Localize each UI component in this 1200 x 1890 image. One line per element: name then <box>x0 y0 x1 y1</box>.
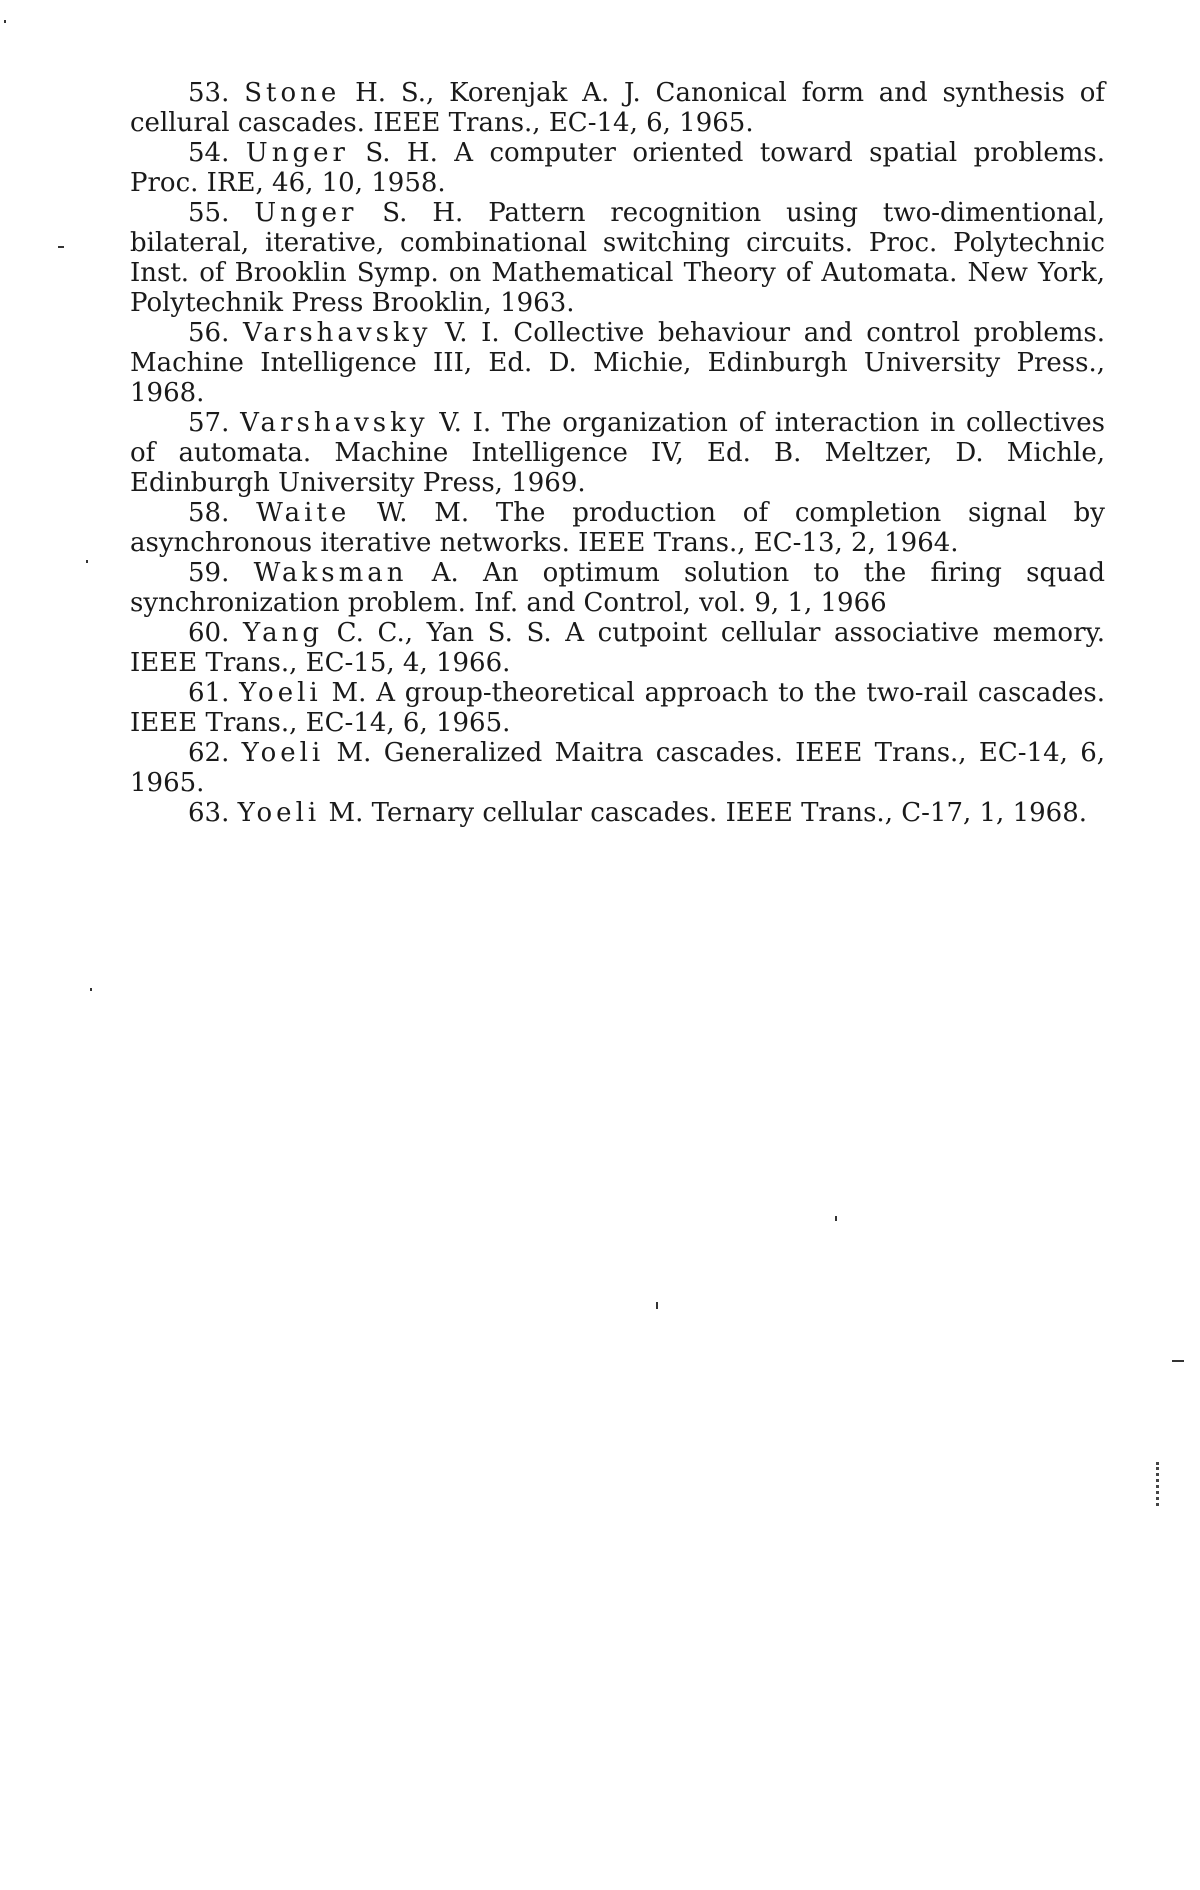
reference-entry <box>130 198 1105 318</box>
reference-number: 55. <box>188 198 230 228</box>
reference-text: S. H. Pattern recognition using two-dimentional, bilateral, iterative, combinational switching circuits. Proc. Polytechnic Inst. of Brooklin Symp. on Mathematical Theory of Automata. New York, Polytechnik Press Brooklin, 1963. <box>130 198 1105 318</box>
reference-entry <box>130 408 1105 498</box>
reference-number: 63. <box>188 798 230 828</box>
reference-author: Waksman <box>253 558 408 588</box>
reference-text: S. H. A computer oriented toward spatial problems. Proc. IRE, 46, 10, 1958. <box>130 138 1105 198</box>
scan-speck <box>656 1302 658 1309</box>
reference-entry <box>130 318 1105 408</box>
reference-text: W. M. The production of completion signal by asynchronous iterative networks. IEEE Trans., EC-13, 2, 1964. <box>130 498 1105 558</box>
scan-speck <box>1156 1462 1162 1506</box>
reference-text: V. I. Collective behaviour and control problems. Machine Intelligence III, Ed. D. Michie, Edinburgh University Press., 1968. <box>130 318 1105 408</box>
reference-entry <box>130 498 1105 558</box>
reference-entry <box>130 798 1105 828</box>
reference-text: H. S., Korenjak A. J. Canonical form and synthesis of cellural cascades. IEEE Trans., EC-14, 6, 1965. <box>130 78 1105 138</box>
reference-entry <box>130 78 1105 138</box>
scan-speck <box>58 246 64 248</box>
reference-number: 60. <box>188 618 230 648</box>
reference-entry <box>130 138 1105 198</box>
scan-speck <box>835 1216 837 1221</box>
scan-speck <box>4 20 6 23</box>
reference-text: M. Generalized Maitra cascades. IEEE Trans., EC-14, 6, 1965. <box>130 738 1105 798</box>
reference-number: 57. <box>188 408 230 438</box>
scan-speck <box>86 560 88 563</box>
reference-number: 54. <box>188 138 230 168</box>
reference-entry <box>130 558 1105 618</box>
reference-author: Waite <box>256 498 351 528</box>
reference-text: A. An optimum solution to the firing squad synchronization problem. Inf. and Control, vol. 9, 1, 1966 <box>130 558 1106 618</box>
reference-number: 59. <box>188 558 230 588</box>
reference-list <box>130 78 1105 828</box>
reference-number: 58. <box>188 498 230 528</box>
reference-entry <box>130 738 1105 798</box>
reference-text: C. C., Yan S. S. A cutpoint cellular associative memory. IEEE Trans., EC-15, 4, 1966. <box>130 618 1106 678</box>
reference-author: Yang <box>243 618 324 648</box>
reference-author: Varshavsky <box>240 408 429 438</box>
reference-text: V. I. The organization of interaction in collectives of automata. Machine Intelligence IV, Ed. B. Meltzer, D. Michle, Edinburgh University Press, 1969. <box>130 408 1105 498</box>
reference-number: 62. <box>188 738 230 768</box>
reference-author: Varshavsky <box>243 318 432 348</box>
scan-speck <box>90 988 92 991</box>
reference-author: Unger <box>254 198 358 228</box>
reference-number: 61. <box>188 678 230 708</box>
reference-author: Yoeli <box>237 798 321 828</box>
reference-text: M. A group-theoretical approach to the two-rail cascades. IEEE Trans., EC-14, 6, 1965. <box>130 678 1105 738</box>
reference-author: Yoeli <box>239 678 322 708</box>
scan-speck <box>1172 1360 1184 1362</box>
reference-author: Yoeli <box>241 738 325 768</box>
reference-entry <box>130 678 1105 738</box>
reference-text: M. Ternary cellular cascades. IEEE Trans., C-17, 1, 1968. <box>320 798 1088 828</box>
reference-entry <box>130 618 1105 678</box>
reference-author: Stone <box>244 78 341 108</box>
reference-number: 56. <box>188 318 230 348</box>
reference-number: 53. <box>188 78 230 108</box>
reference-author: Unger <box>245 138 349 168</box>
